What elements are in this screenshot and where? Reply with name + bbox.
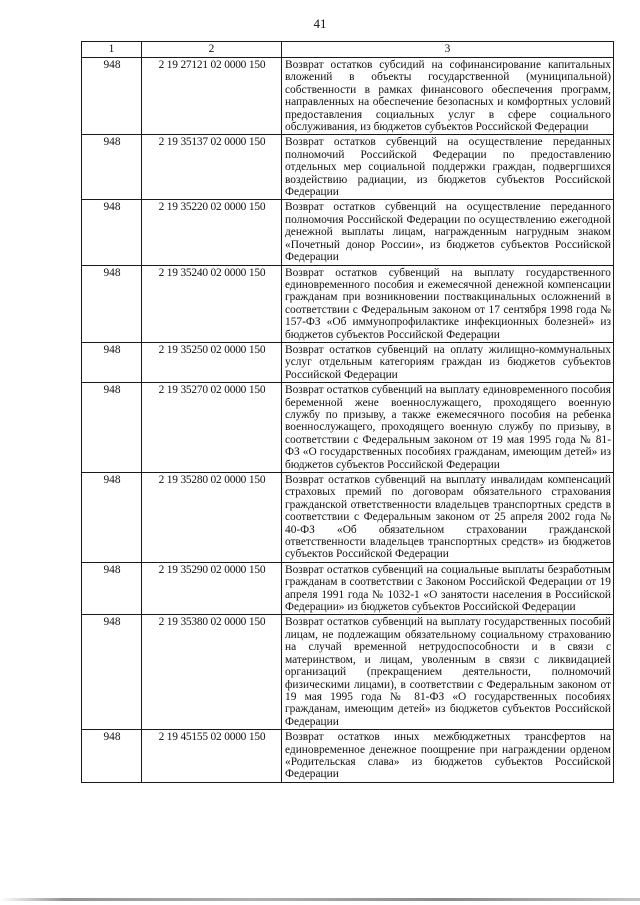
budget-code-cell: 2 19 35380 02 0000 150 — [142, 615, 282, 730]
budget-code-cell: 2 19 35270 02 0000 150 — [142, 383, 282, 473]
table-row — [82, 730, 614, 783]
budget-code-cell: 2 19 27121 02 0000 150 — [142, 58, 282, 135]
scan-edge-artifact — [0, 898, 640, 901]
admin-code-cell: 948 — [82, 473, 142, 563]
table-row — [82, 265, 614, 342]
table-row — [82, 58, 614, 135]
income-name-cell: Возврат остатков иных межбюджетных трансфертов на единовременное денежное поощрение при награждении орденом «Родительская слава» из бюджетов субъектов Российской Федерации — [282, 730, 614, 783]
budget-code-cell: 2 19 35250 02 0000 150 — [142, 342, 282, 382]
budget-codes-table — [81, 41, 614, 783]
income-name-cell: Возврат остатков субвенций на осуществление переданных полномочий Российской Федерации по предоставлению отдельных мер социальной поддержки граждан, подвергшихся воздействию радиации, из бюджетов субъектов Российской Федерации — [282, 135, 614, 200]
income-name-cell: Возврат остатков субвенций на выплату государственных пособий лицам, не подлежащим обязательному социальному страхованию на случай временной нетрудоспособности и в связи с материнством, и лицам, уволенным в связи с ликвидацией организаций (прекращением деятельности, полномочий физическими лицами), в соответствии с Федеральным законом от 19 мая 1995 года № 81-ФЗ «О государственных пособиях гражданам, имеющим детей» из бюджетов субъектов Российской Федерации — [282, 615, 614, 730]
table-header-row — [82, 42, 614, 58]
admin-code-cell: 948 — [82, 58, 142, 135]
column-header-3: 3 — [282, 42, 614, 58]
admin-code-cell: 948 — [82, 265, 142, 342]
table-row — [82, 135, 614, 200]
budget-code-cell: 2 19 35290 02 0000 150 — [142, 562, 282, 615]
page-number: 41 — [313, 16, 327, 31]
admin-code-cell: 948 — [82, 615, 142, 730]
income-name-cell: Возврат остатков субвенций на выплату единовременного пособия беременной жене военнослужащего, проходящего военную службу по призыву, а также ежемесячного пособия на ребенка военнослужащего, проходящего военную службу по призыву, в соответствии с Федеральным законом от 19 мая 1995 года № 81-ФЗ «О государственных пособиях гражданам, имеющим детей» из бюджетов субъектов Российской Федерации — [282, 383, 614, 473]
budget-code-cell: 2 19 35240 02 0000 150 — [142, 265, 282, 342]
table-row — [82, 615, 614, 730]
table-row — [82, 562, 614, 615]
admin-code-cell: 948 — [82, 342, 142, 382]
budget-code-cell: 2 19 45155 02 0000 150 — [142, 730, 282, 783]
column-header-2: 2 — [142, 42, 282, 58]
budget-code-cell: 2 19 35137 02 0000 150 — [142, 135, 282, 200]
income-name-cell: Возврат остатков субвенций на выплату инвалидам компенсаций страховых премий по договорам обязательного страхования гражданской ответственности владельцев транспортных средств в соответствии с Федеральным законом от 25 апреля 2002 года № 40-ФЗ «Об обязательном страховании гражданской ответственности владельцев транспортных средств» из бюджетов субъектов Российской Федерации — [282, 473, 614, 563]
table-row — [82, 473, 614, 563]
admin-code-cell: 948 — [82, 200, 142, 265]
income-name-cell: Возврат остатков субсидий на софинансирование капитальных вложений в объекты государственной (муниципальной) собственности в рамках финансового обеспечения программ, направленных на обеспечение безопасных и комфортных условий предоставления социальных услуг в сфере социального обслуживания, из бюджетов субъектов Российской Федерации — [282, 58, 614, 135]
admin-code-cell: 948 — [82, 730, 142, 783]
income-name-cell: Возврат остатков субвенций на социальные выплаты безработным гражданам в соответствии с Законом Российской Федерации от 19 апреля 1991 года № 1032-1 «О занятости населения в Российской Федерации» из бюджетов субъектов Российской Федерации — [282, 562, 614, 615]
column-header-1: 1 — [82, 42, 142, 58]
table-row — [82, 342, 614, 382]
budget-code-cell: 2 19 35280 02 0000 150 — [142, 473, 282, 563]
income-name-cell: Возврат остатков субвенций на осуществление переданного полномочия Российской Федерации по осуществлению ежегодной денежной выплаты лицам, награжденным нагрудным знаком «Почетный донор России», из бюджетов субъектов Российской Федерации — [282, 200, 614, 265]
income-name-cell: Возврат остатков субвенций на оплату жилищно-коммунальных услуг отдельным категориям граждан из бюджетов субъектов Российской Федерации — [282, 342, 614, 382]
table-row — [82, 200, 614, 265]
admin-code-cell: 948 — [82, 383, 142, 473]
admin-code-cell: 948 — [82, 562, 142, 615]
admin-code-cell: 948 — [82, 135, 142, 200]
budget-code-cell: 2 19 35220 02 0000 150 — [142, 200, 282, 265]
income-name-cell: Возврат остатков субвенций на выплату государственного единовременного пособия и ежемесячной денежной компенсации гражданам при возникновении поствакцинальных осложнений в соответствии с Федеральным законом от 17 сентября 1998 года № 157-ФЗ «Об иммунопрофилактике инфекционных болезней» из бюджетов субъектов Российской Федерации — [282, 265, 614, 342]
table-row — [82, 383, 614, 473]
